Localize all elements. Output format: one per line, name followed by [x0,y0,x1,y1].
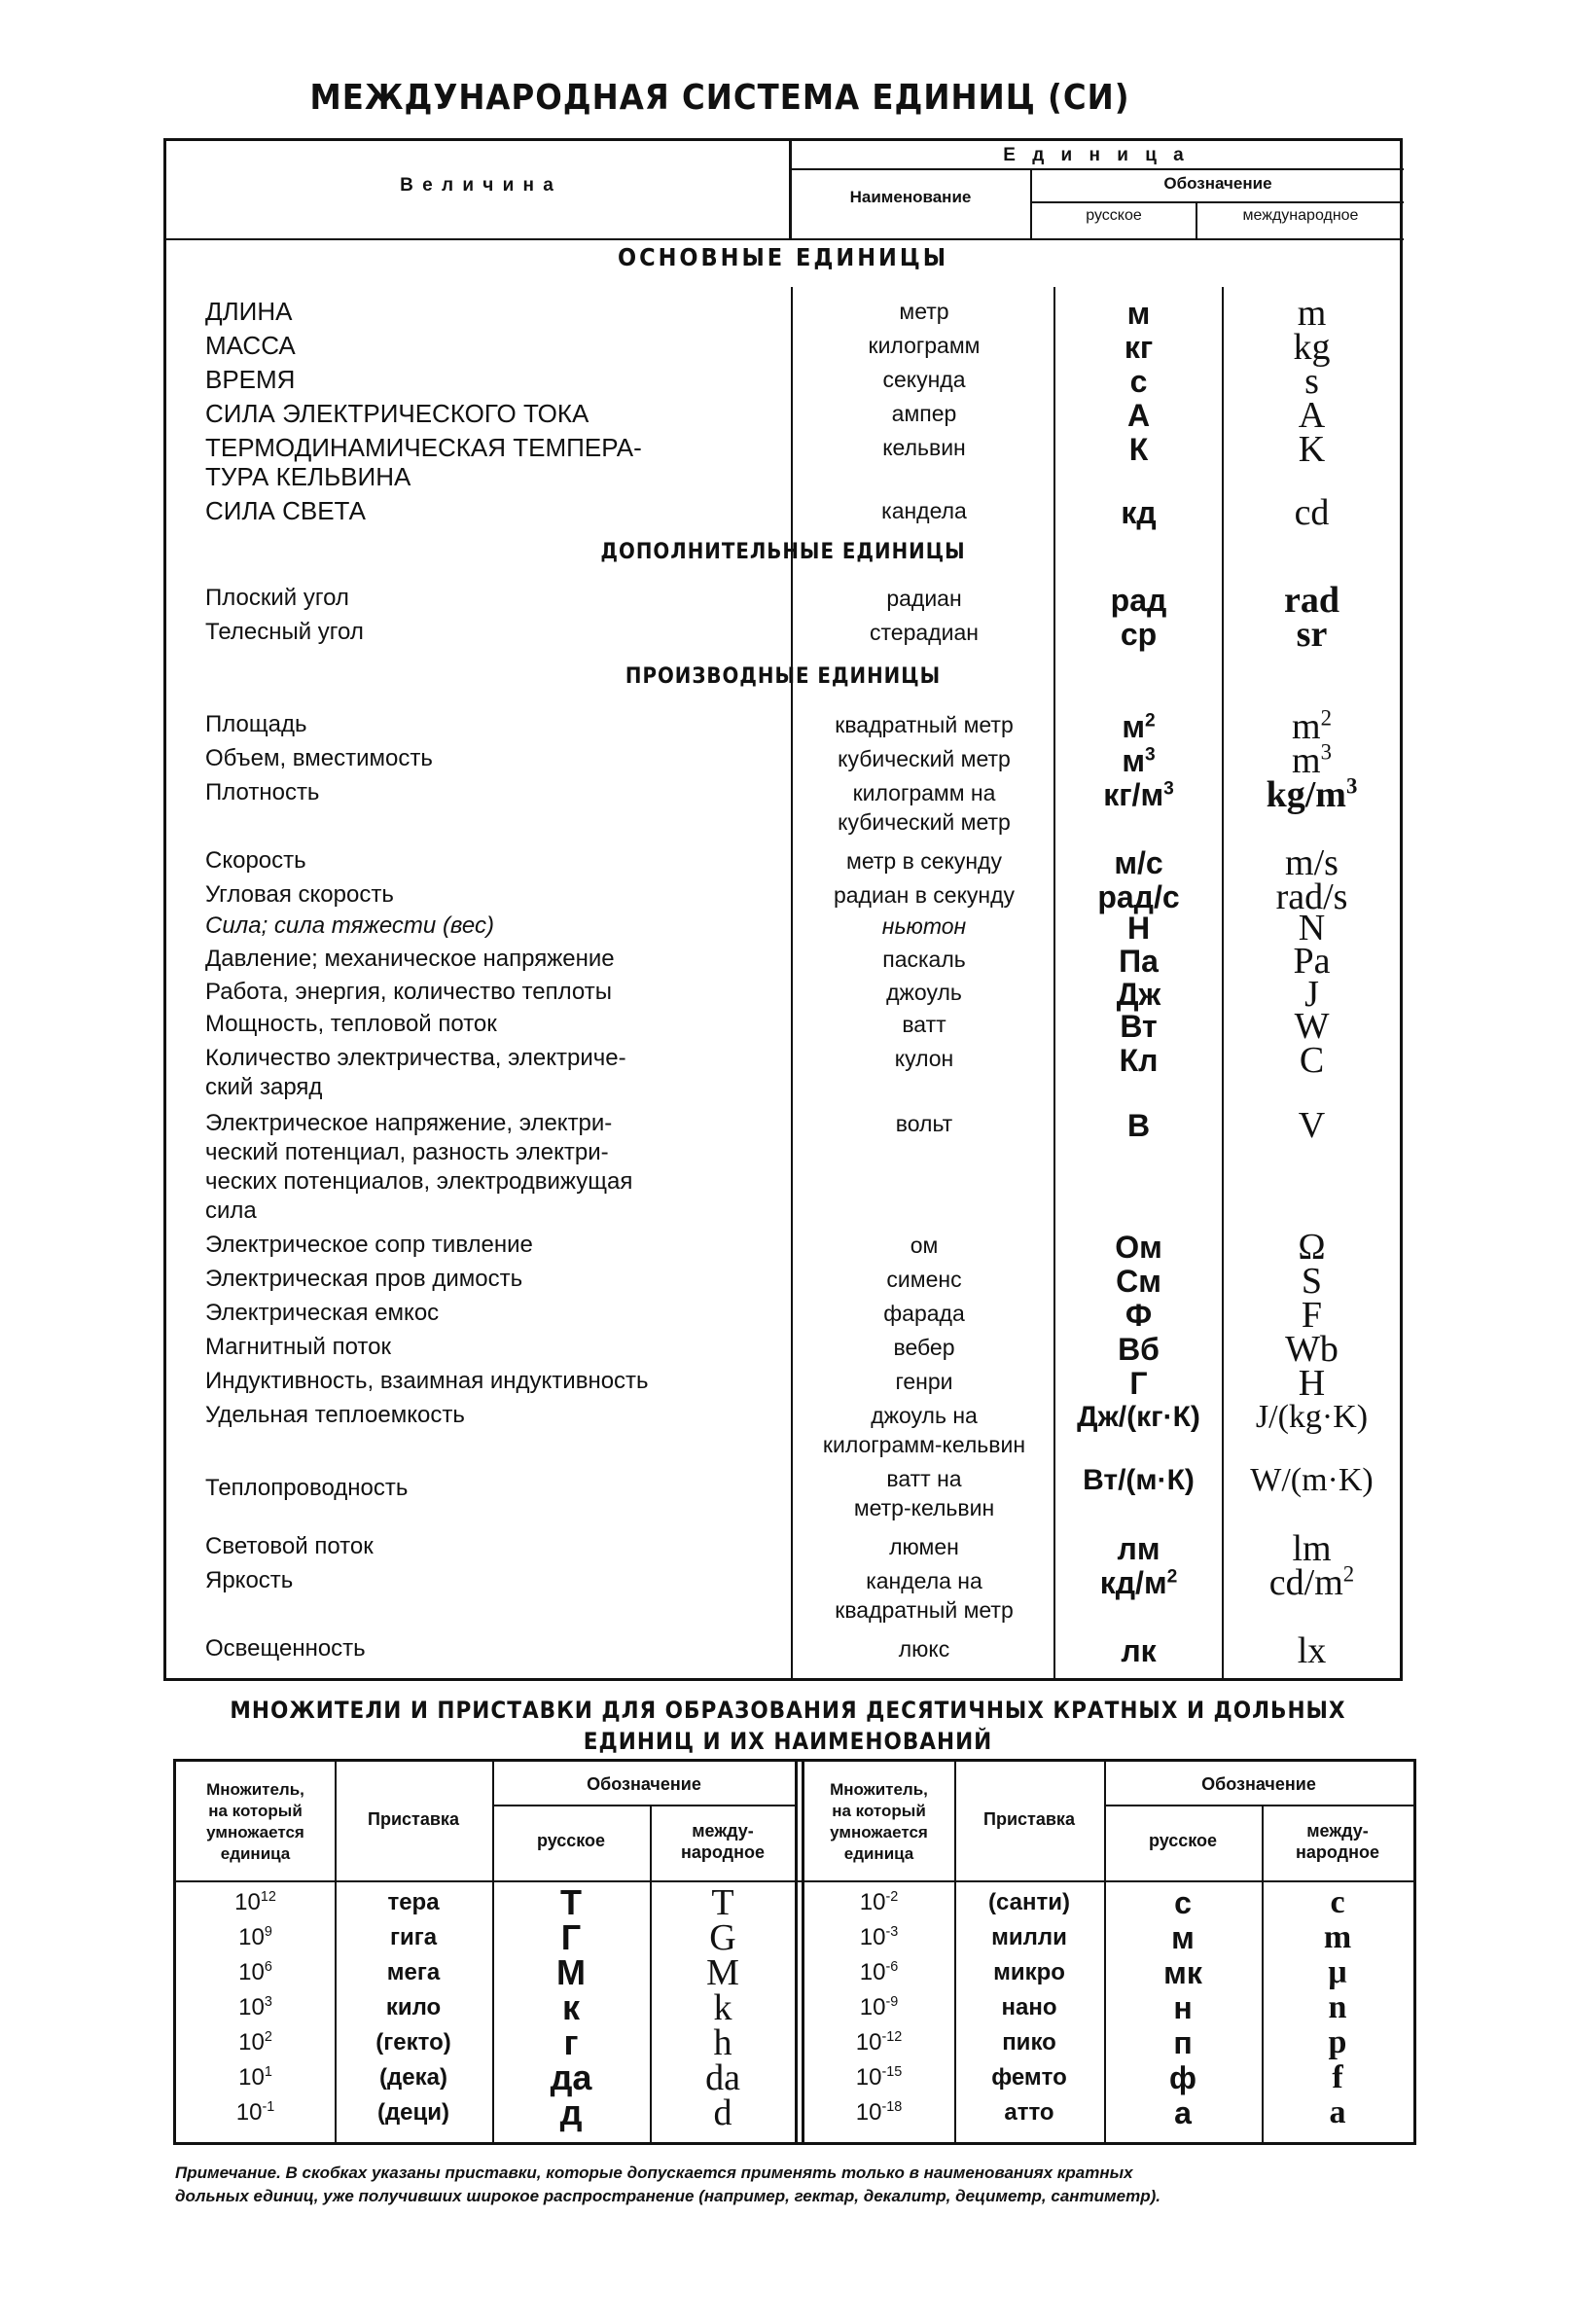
table-row: $10^{-6}$ микро мк μ [859,1954,1347,1990]
prefix-table-title: МНОЖИТЕЛИ И ПРИСТАВКИ ДЛЯ ОБРАЗОВАНИЯ ДЕСЯТИЧНЫХ КРАТНЫХ И ДОЛЬНЫХ ЕДИНИЦ И ИХ НАИМЕНОВАНИЙ [230,1697,1346,1755]
prefix-table [173,1759,1416,2145]
page-title: МЕЖДУНАРОДНАЯ СИСТЕМА ЕДИНИЦ (СИ) [309,78,1130,118]
table-row: $10^2$ (гекто) г h [238,2022,732,2063]
header-unit: Е д и н и ц а [1003,145,1190,165]
header-prefix: Приставка [983,1809,1075,1829]
si-units-table: В е л и ч и н а Е д и н и ц а Наименование Обозначение русское международное ОСНОВНЫЕ ЕДИНИЦЫ ДЛИНА метр м m МАССА килограмм кг kg ВРЕМЯ секунда с s СИЛА ЭЛЕКТРИЧЕСКОГО ТОКА ампер А A ТЕРМОДИНАМИЧЕСКАЯ ТЕМПЕРА- ТУРА КЕЛЬВИНА кельвин К K СИЛА СВЕТА кандела кд cd ДОПОЛНИТЕЛЬНЫЕ ЕДИНИЦЫ Плоский угол радиан рад rad Телесный угол стерадиан ср sr ПРОИЗВОДНЫЕ ЕДИНИЦЫ Площадь квадратный метр $м^2$ $m^2$ Объем, вместимость кубический метр $м^3$ $m^3$ Плотность килограмм на кубический метр $кг/м^3$ $kg/m^3$ Скорость метр в секунду м/с m/s Угловая скорость радиан в секунду рад/с rad/s Сила; сила тяжести (вес) ньютон Н N Давление; механическое напряжение паскаль Па Pa Работа, энергия, количество теплоты джоуль Дж J Мощность, тепловой поток ватт Вт W Количество электричества, электриче- ский заряд кулон Кл C Электрическое напряжение, электри- ческий потенциал, разность электри- ческих потенциалов, электродвижущая сила вольт В V Электрическое сопр тивление ом Ом Ω Электрическая пров димость сименс См S Электрическая емкос фарада Ф F Магнитный поток вебер Вб Wb Индуктивность, взаимная индуктивность генри Г H Удельная теплоемкость джоуль на килограмм-кельвин Дж/(кг·К) J/(kg·K) Теплопроводность ватт на метр-кельвин Вт/(м·К) W/(m·K) Световой поток люмен лм lm Яркость кандела на квадратный метр $кд/м^2$ $cd/m^2$ Освещенность люкс лк lx [163,138,1403,1681]
header-symbol: Обозначение [1201,1774,1316,1794]
table-row: $10^6$ мега М M [238,1952,739,1993]
header-russian: русское [1148,1831,1218,1850]
header-russian: русское [536,1831,606,1850]
table-row: $10^{-2}$ (санти) с c [859,1884,1345,1920]
header-international: между- народное [681,1821,765,1862]
table-row: $10^9$ гига Г G [238,1917,736,1958]
header-international: между- народное [1296,1821,1379,1862]
table-row: $10^{-9}$ нано н n [859,1989,1347,2025]
table-row: $10^{-15}$ фемто ф f [855,2059,1343,2095]
section-base: ОСНОВНЫЕ ЕДИНИЦЫ [617,243,949,271]
table-row: $10^3$ кило к k [238,1987,732,2028]
section-derived: ПРОИЗВОДНЫЕ ЕДИНИЦЫ [625,664,942,689]
table-row: $10^{-12}$ пико п p [855,2024,1347,2060]
table-row: $10^{12}$ тера Т T [234,1882,734,1923]
footnote: Примечание. В скобках указаны приставки, которые допускается применять только в наименованиях кратных дольных единиц, уже получивших широкое распространение (например, гектар, декалитр, дециметр, сантиметр). [175,2163,1160,2205]
header-multiplier: Множитель, на который умножается единица [830,1780,928,1863]
table-row: $10^{-3}$ милли м m [859,1919,1352,1955]
table-row: $10^{-18}$ атто а a [855,2094,1346,2130]
header-quantity: В е л и ч и н а [400,175,555,196]
header-symbol: Обозначение [587,1774,701,1794]
table-row: $10^1$ (дека) да da [238,2057,740,2098]
header-symbol: Обозначение [1163,174,1272,193]
section-supplementary: ДОПОЛНИТЕЛЬНЫЕ ЕДИНИЦЫ [600,540,966,564]
header-prefix: Приставка [368,1809,459,1829]
header-name: Наименование [849,188,972,206]
header-international: международное [1242,207,1359,224]
header-russian: русское [1086,207,1142,224]
table-row: $10^{-1}$ (деци) д d [235,2092,732,2133]
header-multiplier: Множитель, на который умножается единица [206,1780,304,1863]
